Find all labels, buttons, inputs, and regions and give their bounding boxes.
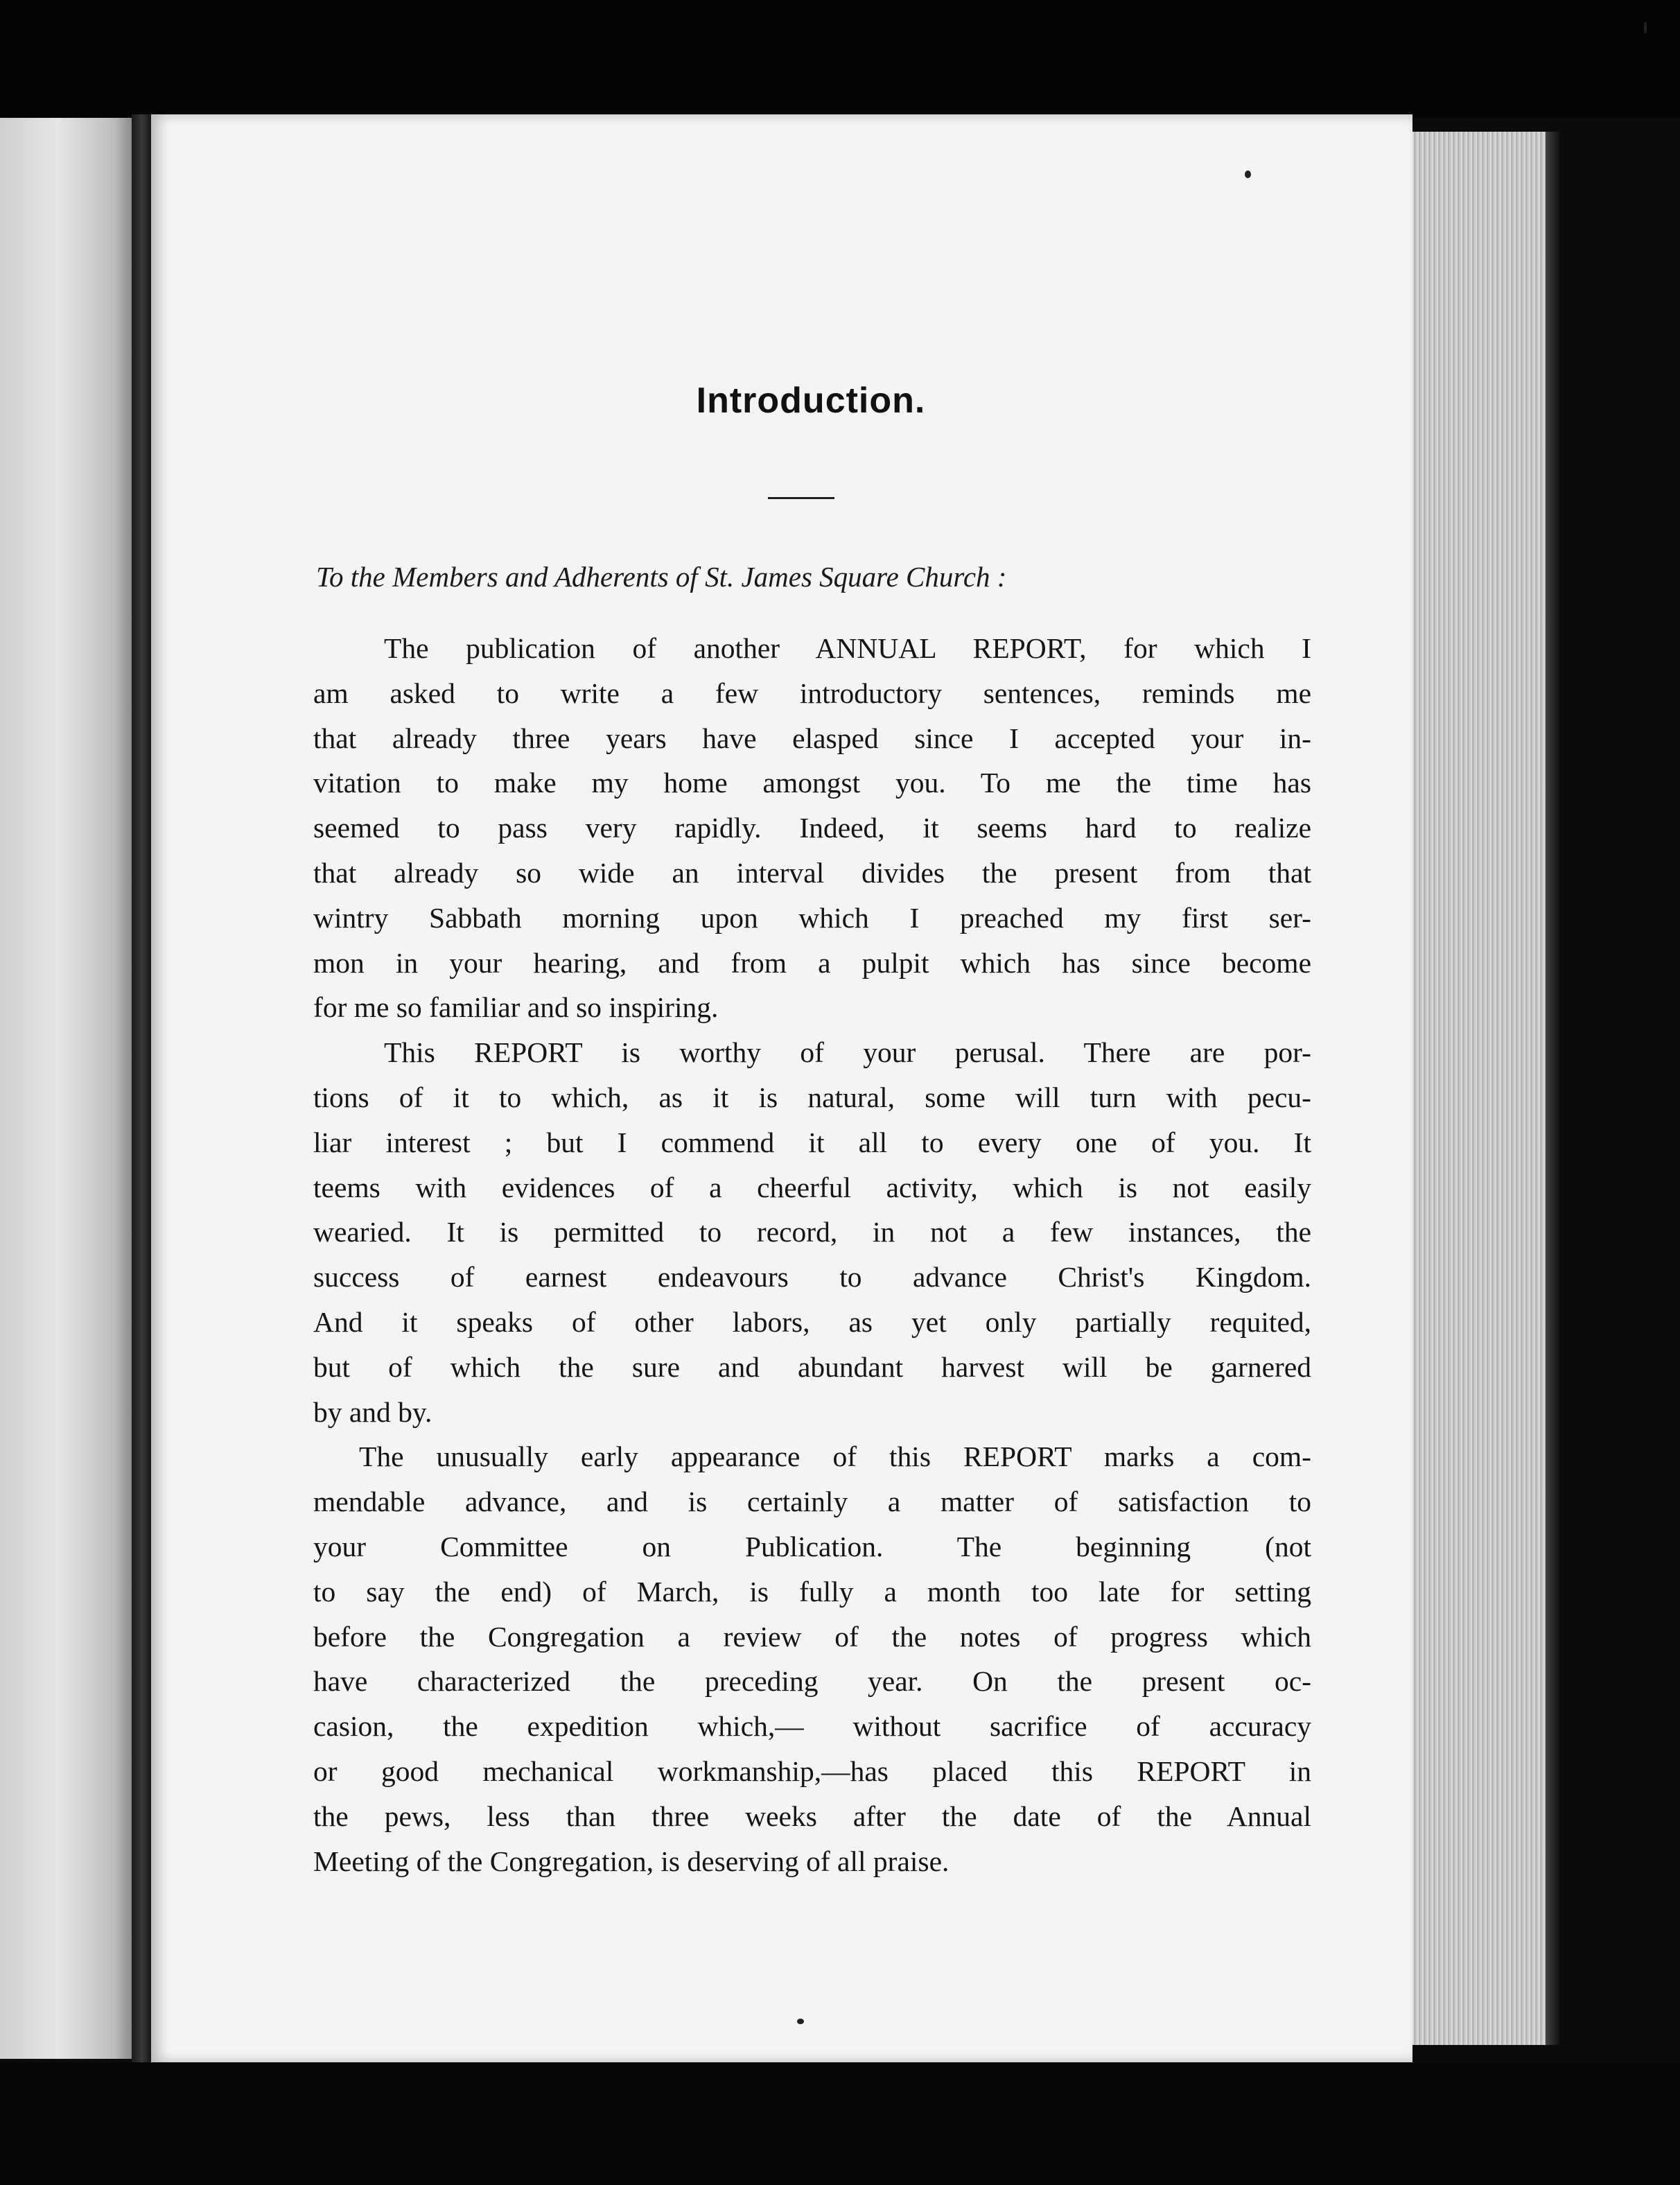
text-line: but of which the sure and abundant harvest will be garnered [313,1350,1311,1383]
text-line: Meeting of the Congregation, is deserving of all praise. [313,1845,950,1877]
scan-background-top [0,0,1680,118]
text-line: The publication of another ANNUAL REPORT, for which I [384,632,1311,664]
text-line: seemed to pass very rapidly. Indeed, it seems hard to realize [313,812,1311,844]
text-line: casion, the expedition which,— without sacrifice of accuracy [313,1710,1311,1743]
text-line: have characterized the preceding year. On the present oc- [313,1665,1311,1698]
book-gutter [132,114,152,2069]
text-line: the pews, less than three weeks after the date of the Annual [313,1800,1311,1832]
text-line: The unusually early appearance of this REPORT marks a com- [359,1440,1311,1473]
text-line: your Committee on Publication. The beginning (not [313,1530,1311,1562]
facing-page-edge [0,118,143,2059]
body-text [313,626,1311,1883]
text-line: that already so wide an interval divides the present from that [313,856,1311,889]
speck-mark [797,2019,804,2024]
paragraph-1 [313,626,1311,1030]
text-line: success of earnest endeavours to advance Christ's Kingdom. [313,1261,1311,1294]
text-line: And it speaks of other labors, as yet only partially requited, [313,1305,1311,1338]
page-stack-shadow [1546,132,1559,2045]
page-stack-edge [1407,132,1550,2045]
speck-mark [1644,22,1647,33]
text-line: vitation to make my home amongst you. To me the time has [313,767,1311,799]
title-rule [768,497,834,499]
salutation: To the Members and Adherents of St. James Square Church : [316,561,1007,593]
paragraph-2 [313,1030,1311,1434]
text-line: for me so familiar and so inspiring. [313,991,719,1024]
text-line: wintry Sabbath morning upon which I preached my first ser- [313,901,1311,934]
paragraph-3 [313,1434,1311,1883]
text-line: or good mechanical workmanship,—has placed this REPORT in [313,1755,1311,1787]
text-line: tions of it to which, as it is natural, some will turn with pecu- [313,1081,1311,1113]
text-line: wearied. It is permitted to record, in not a few instances, the [313,1216,1311,1248]
speck-mark [1245,171,1251,178]
text-line: This REPORT is worthy of your perusal. There are por- [384,1036,1311,1069]
text-line: liar interest ; but I commend it all to every one of you. It [313,1126,1311,1158]
text-line: that already three years have elasped since I accepted your in- [313,722,1311,754]
text-line: am asked to write a few introductory sentences, reminds me [313,677,1311,709]
text-line: mon in your hearing, and from a pulpit which has since become [313,946,1311,979]
text-line: before the Congregation a review of the notes of progress which [313,1620,1311,1653]
text-line: mendable advance, and is certainly a matter of satisfaction to [313,1486,1311,1518]
page-title: Introduction. [696,381,926,421]
text-line: teems with evidences of a cheerful activity, which is not easily [313,1171,1311,1203]
text-line: by and by. [313,1395,432,1428]
text-line: to say the end) of March, is fully a month too late for setting [313,1575,1311,1608]
scan-background-bottom [0,2062,1680,2185]
